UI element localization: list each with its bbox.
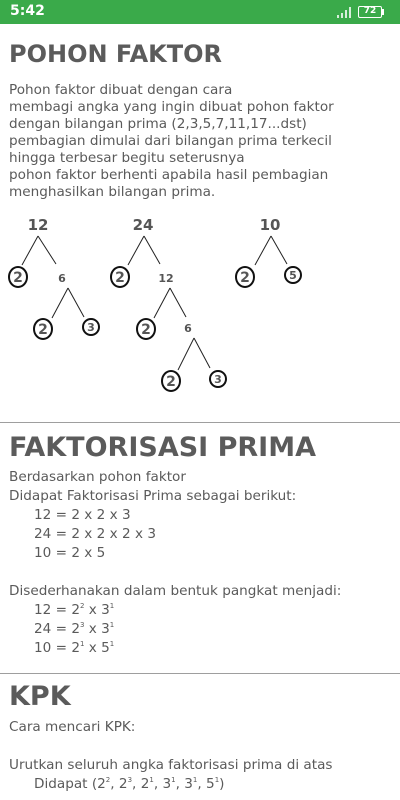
faktorisasi-intro2: Didapat Faktorisasi Prima sebagai berikut: [9, 488, 297, 504]
tree-branch [255, 236, 271, 265]
tree-branch [271, 236, 287, 264]
tree-node: 3 [87, 321, 95, 334]
kpk-term-base: 3 [162, 776, 172, 792]
faktorisasi-content [9, 468, 341, 658]
kpk-term-exponent: 1 [192, 776, 198, 784]
description-line: pohon faktor berhenti apabila hasil pembagian [9, 167, 329, 183]
tree-root-12: 12 [27, 216, 49, 234]
tree-branch [22, 236, 38, 265]
power-result [9, 620, 341, 639]
factorization-result: 12 = 2 x 2 x 3 [34, 507, 131, 523]
battery-level: 72 [363, 6, 377, 16]
tree-branch [170, 288, 186, 317]
tree-labels [13, 216, 297, 390]
kpk-term-separator: , [153, 776, 163, 792]
kpk-term-separator: , [132, 776, 141, 792]
kpk-term-exponent: 1 [149, 776, 154, 784]
kpk-term-exponent: 1 [171, 776, 176, 784]
status-time: 5:42 [10, 3, 45, 19]
faktorisasi-intro: Berdasarkan pohon faktor [9, 469, 186, 485]
tree-node: 2 [13, 270, 23, 286]
power-exponent: 1 [109, 640, 115, 648]
section-title-kpk: KPK [9, 681, 71, 712]
section-title-pohon-faktor: POHON FAKTOR [9, 40, 222, 68]
tree-node: 2 [141, 322, 151, 338]
description-line: dengan bilangan prima (2,3,5,7,11,17...dst) [9, 116, 307, 132]
power-exponent: 1 [79, 640, 85, 648]
tree-root-24: 24 [132, 216, 154, 234]
kpk-term-exponent: 1 [214, 776, 220, 784]
section-title-faktorisasi-prima: FAKTORISASI PRIMA [9, 432, 316, 463]
prime-circles [9, 267, 301, 391]
didapat-suffix: ) [219, 776, 225, 792]
power-result [9, 639, 341, 658]
power-exponent: 1 [109, 621, 115, 629]
power-base: x 3 [84, 602, 110, 618]
tree-node: 2 [240, 270, 250, 286]
status-bar [0, 0, 400, 24]
description-line: Pohon faktor dibuat dengan cara [9, 82, 233, 98]
didapat-prefix: Didapat ( [34, 776, 98, 792]
kpk-didapat [9, 775, 333, 794]
power-exponent: 3 [79, 621, 85, 629]
tree-branch [194, 338, 210, 368]
kpk-line1: Cara mencari KPK: [9, 719, 136, 735]
tree-node: 3 [214, 373, 222, 386]
tree-node: 6 [58, 272, 66, 285]
tree-branch [128, 236, 144, 265]
factor-trees-diagram [0, 210, 400, 395]
factorization-result: 10 = 2 x 5 [34, 545, 106, 561]
power-exponent: 2 [79, 602, 85, 610]
tree-lines [22, 236, 287, 370]
kpk-term-base: 2 [140, 776, 150, 792]
tree-node: 2 [38, 322, 48, 338]
power-base: 10 = 2 [34, 640, 80, 656]
tree-branch [38, 236, 56, 264]
blank-line [9, 737, 333, 756]
pohon-faktor-description [9, 82, 334, 201]
power-base: x 5 [84, 640, 110, 656]
battery-icon [358, 6, 382, 18]
power-exponent: 1 [109, 602, 115, 610]
power-base: 12 = 2 [34, 602, 80, 618]
factorization-result: 24 = 2 x 2 x 2 x 3 [34, 526, 156, 542]
kpk-line2: Urutkan seluruh angka faktorisasi prima di atas [9, 757, 333, 773]
tree-node: 5 [289, 269, 297, 282]
kpk-term-separator: , [110, 776, 119, 792]
kpk-terms [97, 776, 219, 792]
kpk-term-base: 5 [206, 776, 215, 792]
kpk-term-exponent: 2 [105, 776, 111, 784]
tree-branch [154, 288, 170, 318]
tree-node: 6 [184, 322, 192, 335]
power-base: 24 = 2 [34, 621, 80, 637]
tree-node: 2 [115, 270, 125, 286]
kpk-term-base: 2 [97, 776, 106, 792]
description-line: pembagian dimulai dari bilangan prima terkecil [9, 133, 332, 149]
battery-tip [382, 9, 384, 15]
kpk-term-separator: , [197, 776, 207, 792]
kpk-term-base: 2 [118, 776, 128, 792]
tree-branch [68, 288, 84, 317]
kpk-term-base: 3 [184, 776, 193, 792]
description-line: membagi angka yang ingin dibuat pohon faktor [9, 99, 334, 115]
tree-branch [144, 236, 160, 264]
tree-branch [52, 288, 68, 318]
simplified-intro: Disederhanakan dalam bentuk pangkat menjadi: [9, 583, 342, 599]
power-base: x 3 [84, 621, 110, 637]
main-content[interactable] [0, 24, 400, 800]
tree-root-10: 10 [259, 216, 281, 234]
section-divider [0, 673, 400, 674]
kpk-term-separator: , [175, 776, 185, 792]
blank-line [9, 563, 341, 582]
kpk-term-exponent: 3 [127, 776, 133, 784]
kpk-content [9, 718, 333, 794]
power-result [9, 601, 341, 620]
description-line: hingga terbesar begitu seterusnya [9, 150, 245, 166]
section-divider [0, 422, 400, 423]
description-line: menghasilkan bilangan prima. [9, 184, 216, 200]
tree-node: 2 [166, 374, 176, 390]
signal-icon [337, 7, 351, 18]
tree-branch [178, 338, 194, 370]
tree-node: 12 [158, 272, 174, 285]
